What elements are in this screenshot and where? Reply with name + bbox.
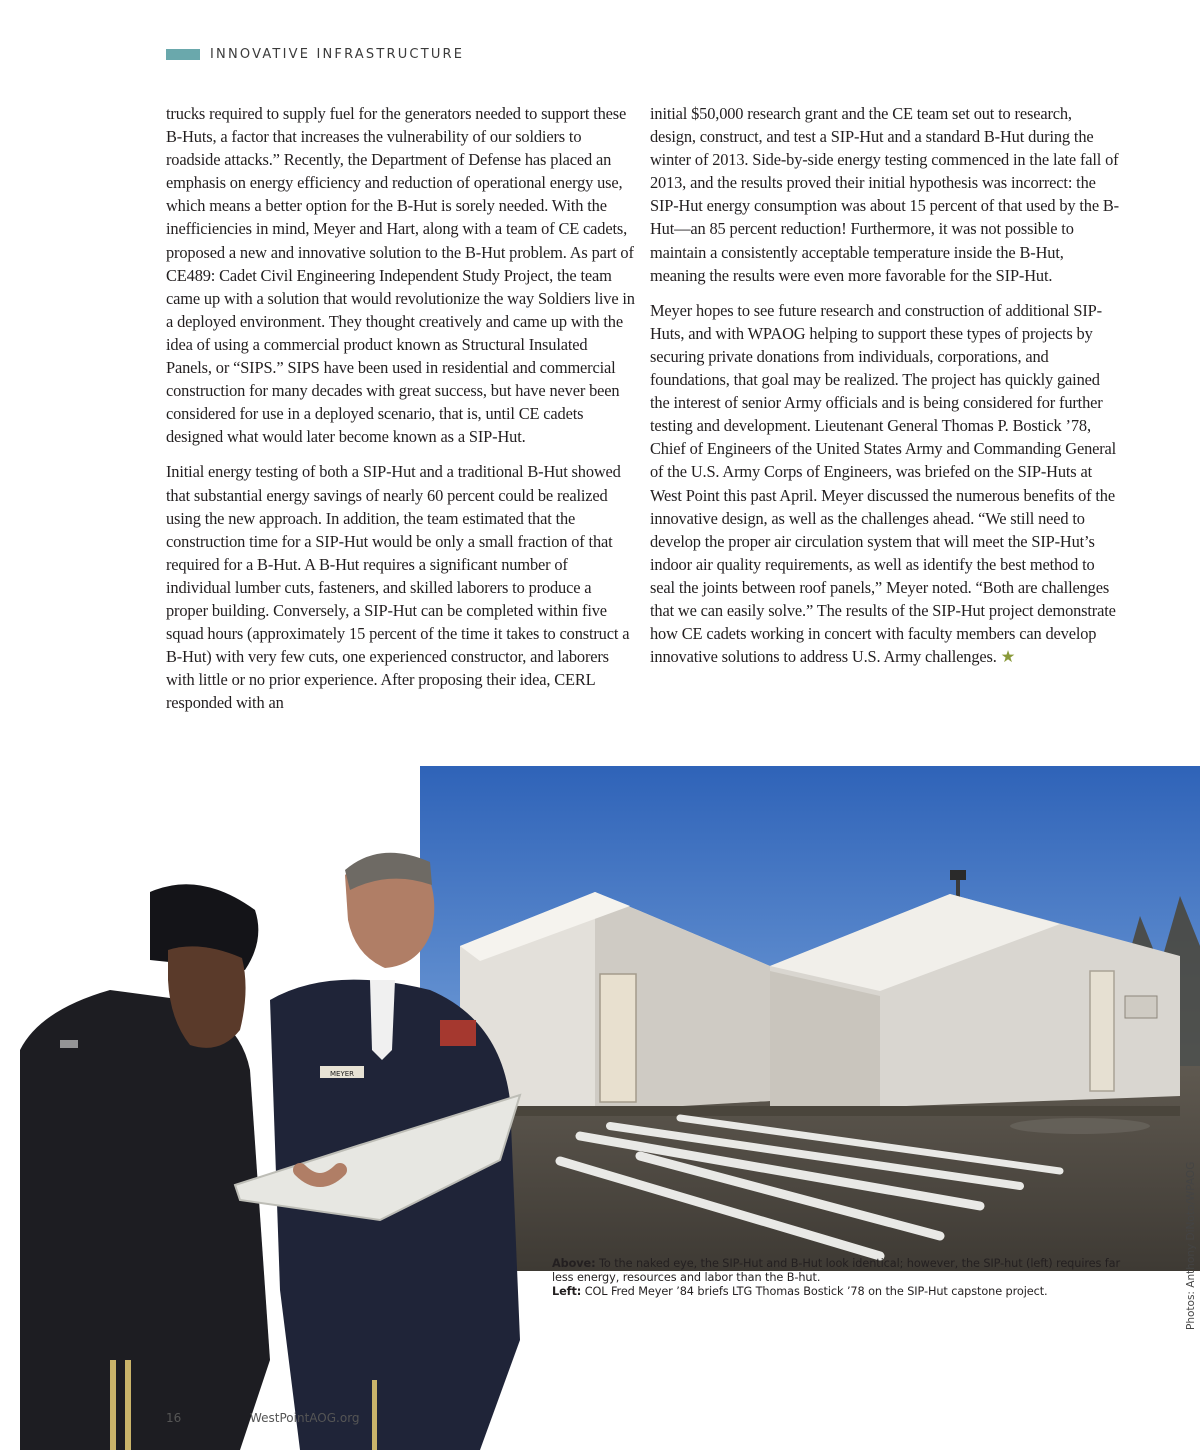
site-url: WestPointAOG.org	[250, 1411, 360, 1425]
caption-left-label: Left:	[552, 1285, 582, 1298]
photo-credit: Photos: Anthony DiNoto/WPAOG	[1185, 1161, 1197, 1330]
left-paragraph-1: trucks required to supply fuel for the generators needed to support these B-Huts, a factor that increases the vulnerability of our soldiers to roadside attacks.” Recently, the Department of Defense has placed an emphasis on energy efficiency and reduction of operational energy use, which means a better option for the B-Hut is sorely needed. With the inefficiencies in mind, Meyer and Hart, along with a team of CE cadets, proposed a new and innovative solution to the B-Hut problem. As part of CE489: Cadet Civil Engineering Independent Study Project, the team came up with a solution that would revolutionize the way Soldiers live in a deployed environment. They thought creatively and came up with the idea of using a commercial product known as Structural Insulated Panels, or “SIPS.” SIPS have been used in residential and commercial construction for many decades with great success, but have never been considered for use in a deployed scenario, that is, until CE cadets designed what would later become known as a SIP-Hut.	[166, 104, 635, 447]
article-left-column	[166, 102, 636, 726]
caption-left-text: COL Fred Meyer ’84 briefs LTG Thomas Bostick ’78 on the SIP-Hut capstone project.	[581, 1285, 1048, 1298]
officers-illustration	[0, 840, 560, 1450]
page-number: 16	[166, 1411, 182, 1425]
section-accent-bar	[166, 49, 200, 60]
left-paragraph-2: Initial energy testing of both a SIP-Hut and a traditional B-Hut showed that substantial energy savings of nearly 60 percent could be realized using the new approach. In addition, the team estimated that the construction time for a SIP-Hut would be only a small fraction of that required for a B-Hut. A B-Hut requires a significant number of individual lumber cuts, fasteners, and skilled laborers to produce a proper building. Conversely, a SIP-Hut can be completed within five squad hours (approximately 15 percent of the time it takes to construct a B-Hut) with very few cuts, one experienced constructor, and laborers with little or no prior experience. After proposing their idea, CERL responded with an	[166, 462, 630, 713]
caption-above-text: To the naked eye, the SIP-Hut and B-Hut look identical; however, the SIP-hut (left) requires far less energy, resources and labor than the B-hut.	[552, 1257, 1121, 1284]
photo-caption	[552, 1257, 1132, 1299]
right-paragraph-2-text: Meyer hopes to see future research and construction of additional SIP-Huts, and with WPAOG helping to support these types of projects by securing private donations from individuals, corporations, and foundations, that goal may be realized. The project has quickly gained the interest of senior Army officials and is being considered for further testing and development. Lieutenant General Thomas P. Bostick ’78, Chief of Engineers of the United States Army and Commanding General of the U.S. Army Corps of Engineers, was briefed on the SIP-Huts at West Point this past April. Meyer discussed the numerous benefits of the innovative design, as well as the challenges ahead. “We still need to develop the proper air circulation system that will meet the SIP-Hut’s indoor air quality requirements, as well as identify the best method to seal the joints between roof panels,” Meyer noted. “Both are challenges that we can easily solve.” The results of the SIP-Hut project demonstrate how CE cadets working in concert with faculty members can develop innovative solutions to address U.S. Army challenges.	[650, 300, 1117, 667]
caption-left	[552, 1285, 1132, 1299]
right-paragraph-1: initial $50,000 research grant and the CE team set out to research, design, construct, and test a SIP-Hut and a standard B-Hut during the winter of 2013. Side-by-side energy testing commenced in the late fall of 2013, and the results proved their initial hypothesis was incorrect: the SIP-Hut energy consumption was about 15 percent of that used by the B-Hut—an 85 percent reduction! Furthermore, it was not possible to maintain a consistently acceptable temperature inside the B-Hut, meaning the results were even more favorable for the SIP-Hut.	[650, 104, 1119, 285]
caption-above	[552, 1257, 1132, 1285]
name-tag-text: MEYER	[329, 1070, 355, 1078]
officers-photo	[0, 840, 560, 1450]
section-header	[166, 47, 464, 62]
article-right-column	[650, 102, 1120, 680]
caption-above-label: Above:	[552, 1257, 596, 1270]
end-star-icon: ★	[1000, 647, 1016, 667]
right-paragraph-2	[650, 299, 1120, 669]
section-title: INNOVATIVE INFRASTRUCTURE	[210, 47, 465, 62]
